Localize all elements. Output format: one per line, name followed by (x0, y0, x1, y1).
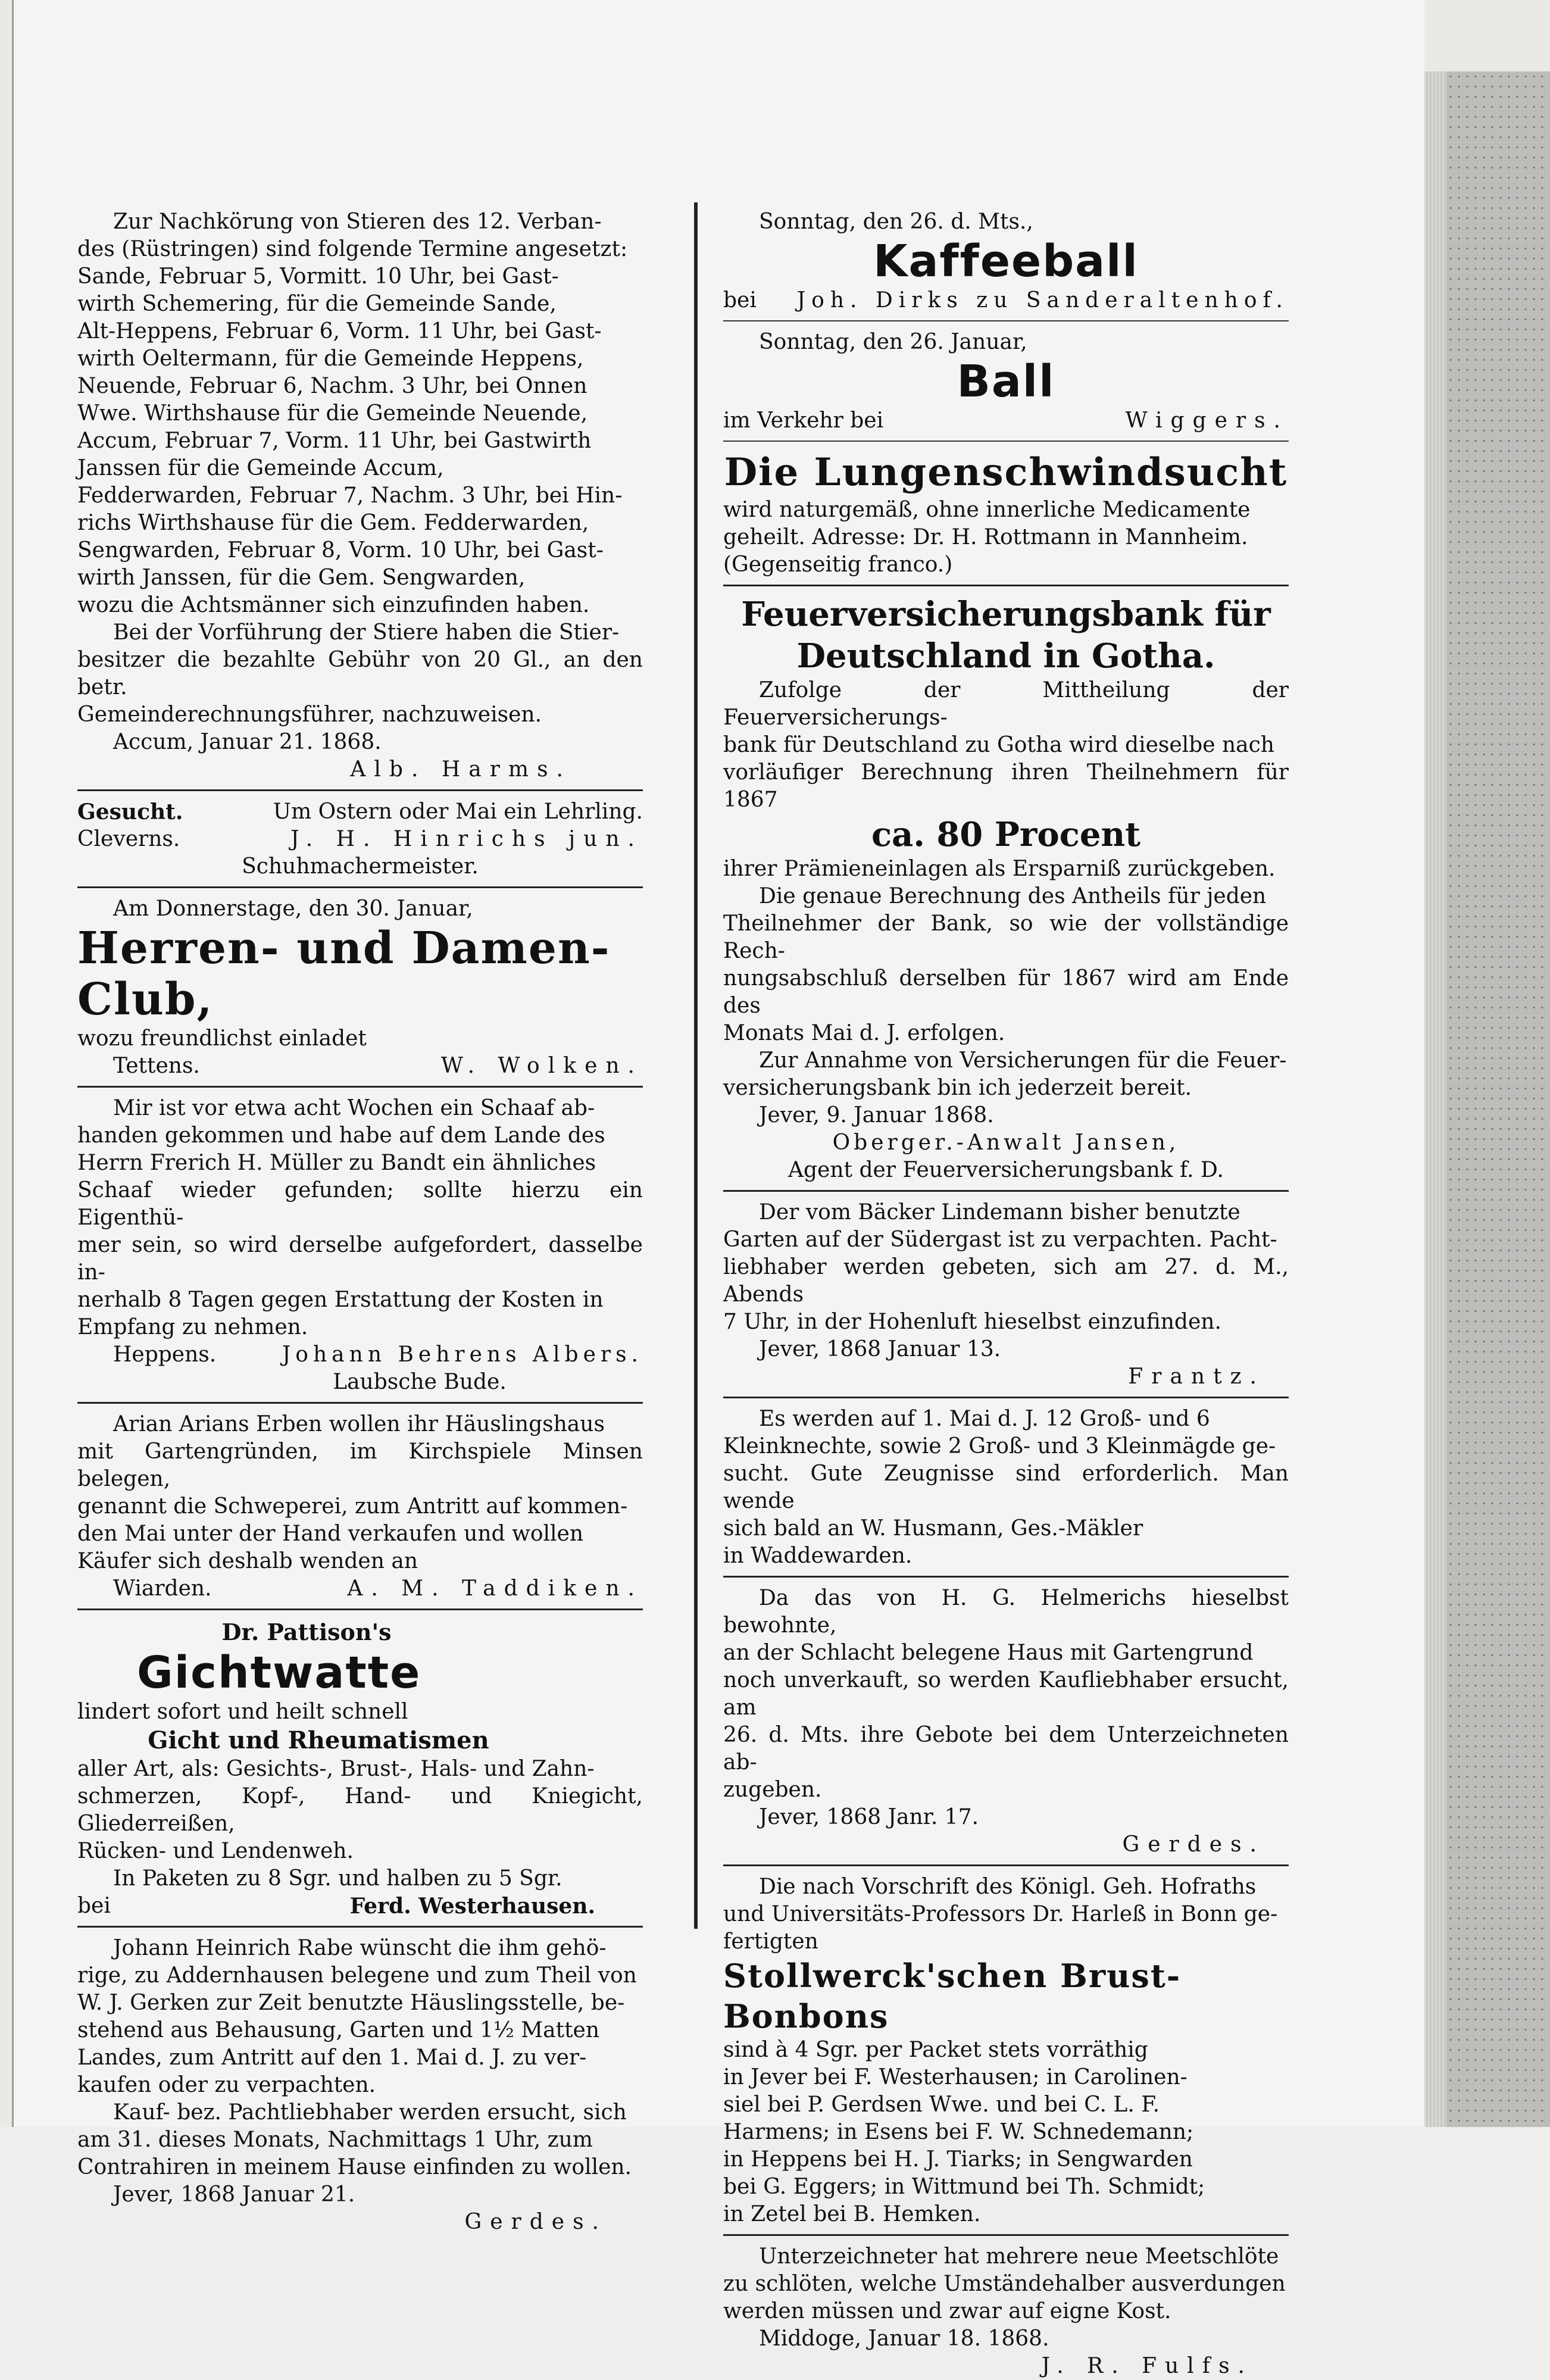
ad-feuer-body-1 (723, 677, 1289, 814)
text-line: am 31. dieses Monats, Nachmittags 1 Uhr, zum (77, 2128, 593, 2152)
text-line: Alt-Heppens, Februar 6, Vorm. 11 Uhr, bei Gast- (77, 319, 602, 343)
ad-schaaf (77, 1095, 643, 1396)
ad-gesucht-text: Um Ostern oder Mai ein Lehrling. (273, 799, 643, 824)
ad-club-intro: Am Donnerstage, den 30. Januar, (113, 897, 473, 921)
text-line: Wwe. Wirthshause für die Gemeinde Neuende, (77, 401, 588, 426)
text-line: Empfang zu nehmen. (77, 1315, 308, 1339)
text-line: Kauf- bez. Pachtliebhaber werden ersucht, sich (113, 2100, 627, 2125)
ad-lungenschwindsucht (723, 449, 1289, 579)
text-line: noch unverkauft, so werden Kaufliebhaber ersucht, am (723, 1668, 1289, 1720)
ad-kaffeeball-headline: Kaffeeball (873, 236, 1139, 287)
ad-schaaf-name: Johann Behrens Albers. (282, 1342, 643, 1367)
ad-ball (723, 329, 1289, 435)
text-line: Harmens; in Esens bei F. W. Schnedemann; (723, 2120, 1194, 2144)
text-line: zugeben. (723, 1778, 822, 1802)
ad-feuer-body-2 (723, 855, 1289, 1129)
ad-feuer-signer: Oberger.-Anwalt Jansen, (832, 1130, 1180, 1155)
text-line: nerhalb 8 Tagen gegen Erstattung der Kosten in (77, 1288, 604, 1312)
ad-gichtwatte-claim: lindert sofort und heilt schnell (77, 1700, 408, 1724)
ad-gichtwatte-headline: Gichtwatte (137, 1647, 421, 1698)
text-line: 26. d. Mts. ihre Gebote bei dem Unterzeichneten ab- (723, 1723, 1289, 1775)
text-line: Janssen für die Gemeinde Accum, (77, 456, 444, 480)
text-line: wird naturgemäß, ohne innerliche Medicamente (723, 498, 1251, 522)
text-line: bei G. Eggers; in Wittmund bei Th. Schmidt; (723, 2175, 1205, 2199)
text-line: sich bald an W. Husmann, Ges.-Mäkler (723, 1516, 1143, 1541)
text-line: versicherungsbank bin ich jederzeit bereit. (723, 1076, 1192, 1100)
ad-kaffeeball-bei: bei (723, 288, 757, 313)
ad-haus-signature: Gerdes. (1122, 1832, 1265, 1857)
ad-stollwerck-body-2 (723, 2037, 1289, 2228)
text-line: Gemeinderechnungsführer, nachzuweisen. (77, 702, 542, 727)
text-line: Neuende, Februar 6, Nachm. 3 Uhr, bei Onnen (77, 374, 588, 398)
ad-arian-place: Wiarden. (113, 1576, 212, 1601)
text-line: Middoge, Januar 18. 1868. (759, 2326, 1049, 2351)
text-line: wirth Janssen, für die Gem. Sengwarden, (77, 566, 526, 590)
book-cover-edge (1446, 71, 1550, 2127)
text-line: Sande, Februar 5, Vormitt. 10 Uhr, bei Gast- (77, 264, 559, 289)
text-line: werden müssen und zwar auf eigne Kost. (723, 2299, 1171, 2323)
text-line: handen gekommen und habe auf dem Lande des (77, 1123, 605, 1148)
text-line: liebhaber werden gebeten, sich am 27. d. M., Abends (723, 1255, 1289, 1307)
separator (77, 1086, 643, 1088)
text-line: wirth Schemering, für die Gemeinde Sande, (77, 292, 557, 316)
separator (77, 1608, 643, 1610)
text-line: zu schlöten, welche Umständehalber ausverdungen (723, 2272, 1286, 2296)
text-line: ihrer Prämieneinlagen als Ersparniß zurückgeben. (723, 857, 1276, 881)
ad-feuer-headline-1: Feuerversicherungsbank für (741, 595, 1271, 634)
text-line: (Gegenseitig franco.) (723, 552, 953, 577)
ad-ball-left: im Verkehr bei (723, 408, 884, 433)
ad-garten-signature: Frantz. (1128, 1364, 1265, 1389)
ad-stollwerck (723, 1873, 1289, 2228)
text-line: Sengwarden, Februar 8, Vorm. 10 Uhr, bei Gast- (77, 538, 604, 563)
separator (723, 1576, 1289, 1578)
text-line: genannt die Schweperei, zum Antritt auf kommen- (77, 1494, 628, 1519)
ad-arian-name: A. M. Taddiken. (347, 1576, 643, 1601)
ad-stiere-signature: Alb. Harms. (350, 757, 571, 782)
ad-gesucht (77, 798, 643, 880)
text-line: Der vom Bäcker Lindemann bisher benutzte (759, 1200, 1240, 1225)
separator (77, 886, 643, 888)
ad-garten (723, 1199, 1289, 1391)
ad-stollwerck-body-1 (723, 1873, 1289, 1956)
separator (77, 1926, 643, 1928)
ad-gichtwatte-price: In Paketen zu 8 Sgr. und halben zu 5 Sgr. (113, 1866, 562, 1891)
text-line: Herrn Frerich H. Müller zu Bandt ein ähnliches (77, 1151, 596, 1175)
ad-ball-date: Sonntag, den 26. Januar, (759, 330, 1027, 354)
text-line: Landes, zum Antritt auf den 1. Mai d. J. zu ver- (77, 2045, 587, 2070)
text-line: Kleinknechte, sowie 2 Groß- und 3 Kleinmägde ge- (723, 1434, 1276, 1458)
ad-feuerversicherung (723, 594, 1289, 1184)
text-line: sind à 4 Sgr. per Packet stets vorräthig (723, 2038, 1148, 2062)
text-line: mit Gartengründen, im Kirchspiele Minsen belegen, (77, 1439, 643, 1491)
ad-feuer-agent: Agent der Feuerversicherungsbank f. D. (788, 1158, 1224, 1182)
ad-schloete (723, 2243, 1289, 2380)
text-line: und Universitäts-Professors Dr. Harleß in Bonn ge- (723, 1902, 1278, 1926)
text-line: siel bei P. Gerdsen Wwe. und bei C. L. F. (723, 2092, 1160, 2117)
ad-schloete-signature: J. R. Fulfs. (1041, 2354, 1253, 2378)
text-line: aller Art, als: Gesichts-, Brust-, Hals- und Zahn- (77, 1757, 595, 1781)
separator (723, 2234, 1289, 2236)
ad-gesucht-label: Gesucht. (77, 799, 183, 824)
text-line: Jever, 1868 Janr. 17. (759, 1805, 979, 1829)
ad-rabe-body (77, 1935, 643, 2209)
text-line: richs Wirthshause für die Gem. Fedderwarden, (77, 511, 589, 535)
ad-kaffeeball (723, 208, 1289, 314)
text-line: Contrahiren in meinem Hause einfinden zu wollen. (77, 2155, 632, 2179)
text-line: Jever, 1868 Januar 13. (759, 1337, 1001, 1361)
text-line: bank für Deutschland zu Gotha wird dieselbe nach (723, 733, 1274, 757)
ad-club-invite: wozu freundlichst einladet (77, 1026, 367, 1051)
text-line: mer sein, so wird derselbe aufgefordert, dasselbe in- (77, 1233, 643, 1285)
ad-lunge-headline: Die Lungenschwindsucht (724, 450, 1288, 495)
ad-club-place: Tettens. (113, 1054, 200, 1078)
ad-haus-body (723, 1585, 1289, 1831)
text-line: Die genaue Berechnung des Antheils für jeden (759, 884, 1267, 908)
ad-club-headline: Herren- und Damen-Club, (77, 923, 611, 1025)
text-line: Zur Annahme von Versicherungen für die Feuer- (759, 1048, 1287, 1073)
text-line: Die nach Vorschrift des Königl. Geh. Hofraths (759, 1875, 1257, 1899)
left-column (77, 208, 643, 2236)
text-line: Accum, Januar 21. 1868. (113, 730, 382, 754)
text-line: stehend aus Behausung, Garten und 1½ Matten (77, 2018, 600, 2042)
text-line: Schaaf wieder gefunden; sollte hierzu ein Eigenthü- (77, 1178, 643, 1230)
separator (723, 441, 1289, 442)
text-line: Fedderwarden, Februar 7, Nachm. 3 Uhr, bei Hin- (77, 483, 623, 508)
text-line: W. J. Gerken zur Zeit benutzte Häuslingsstelle, be- (77, 1991, 625, 2015)
text-line: des (Rüstringen) sind folgende Termine angesetzt: (77, 237, 628, 261)
ad-kaffeeball-host: Joh. Dirks zu Sanderaltenhof. (796, 288, 1289, 313)
ad-stiere (77, 208, 643, 783)
text-line: Unterzeichneter hat mehrere neue Meetschlöte (759, 2244, 1279, 2269)
text-line: in Waddewarden. (723, 1544, 912, 1568)
text-line: rige, zu Addernhausen belegene und zum Theil von (77, 1963, 637, 1988)
text-line: 7 Uhr, in der Hohenluft hieselbst einzufinden. (723, 1310, 1221, 1334)
ad-gichtwatte-subhead: Gicht und Rheumatismen (148, 1726, 489, 1754)
text-line: Johann Heinrich Rabe wünscht die ihm gehö- (113, 1936, 607, 1960)
ad-club-name: W. Wolken. (440, 1054, 643, 1078)
ad-knechte (723, 1405, 1289, 1570)
ad-gichtwatte-seller: Ferd. Westerhausen. (349, 1894, 595, 1919)
text-line: besitzer die bezahlte Gebühr von 20 Gl., an den betr. (77, 648, 643, 699)
text-line: nungsabschluß derselben für 1867 wird am Ende des (723, 966, 1289, 1018)
text-line: wirth Oeltermann, für die Gemeinde Heppens, (77, 346, 584, 371)
ad-gichtwatte-brand: Dr. Pattison's (221, 1619, 392, 1645)
text-line: Zur Nachkörung von Stieren des 12. Verban- (113, 210, 602, 234)
text-line: Theilnehmer der Bank, so wie der vollständige Rech- (723, 911, 1289, 963)
text-line: Mir ist vor etwa acht Wochen ein Schaaf ab- (113, 1096, 595, 1120)
text-line: Da das von H. G. Helmerichs hieselbst bewohnte, (723, 1586, 1289, 1638)
ad-stiere-body (77, 208, 643, 756)
text-line: Accum, Februar 7, Vorm. 11 Uhr, bei Gastwirth (77, 429, 592, 453)
text-line: schmerzen, Kopf-, Hand- und Kniegicht, Gliederreißen, (77, 1784, 643, 1836)
ad-stollwerck-headline: Stollwerck'schen Brust-Bonbons (723, 1957, 1182, 2035)
text-line: in Jever bei F. Westerhausen; in Carolinen- (723, 2065, 1188, 2089)
text-line: in Zetel bei B. Hemken. (723, 2202, 981, 2226)
separator (77, 789, 643, 791)
ad-rabe-signature: Gerdes. (464, 2210, 607, 2234)
separator (723, 1864, 1289, 1866)
column-divider (694, 202, 698, 1929)
ad-gichtwatte-bei: bei (77, 1894, 111, 1918)
separator (77, 1402, 643, 1404)
text-line: Käufer sich deshalb wenden an (77, 1549, 418, 1573)
text-line: fertigten (723, 1929, 818, 1954)
text-line: den Mai unter der Hand verkaufen und wollen (77, 1522, 584, 1546)
ad-feuer-headline-2: Deutschland in Gotha. (796, 636, 1215, 676)
ad-gichtwatte (77, 1617, 643, 1920)
text-line: Jever, 1868 Januar 21. (113, 2182, 355, 2207)
text-line: an der Schlacht belegene Haus mit Gartengrund (723, 1641, 1254, 1665)
separator (723, 1190, 1289, 1192)
ad-gesucht-name: J. H. Hinrichs jun. (290, 827, 643, 851)
ad-arian-body (77, 1411, 643, 1575)
ad-garten-body (723, 1199, 1289, 1363)
ad-rabe (77, 1935, 643, 2236)
right-column (723, 208, 1289, 2380)
separator (723, 320, 1289, 321)
ad-kaffeeball-date: Sonntag, den 26. d. Mts., (759, 210, 1033, 234)
ad-gesucht-title: Schuhmachermeister. (242, 854, 479, 879)
ad-lunge-body (723, 496, 1289, 579)
separator (723, 1397, 1289, 1398)
ad-schloete-body (723, 2243, 1289, 2353)
text-line: Es werden auf 1. Mai d. J. 12 Groß- und 6 (759, 1407, 1210, 1431)
ad-schaaf-title: Laubsche Bude. (333, 1370, 507, 1394)
ad-gesucht-place: Cleverns. (77, 827, 180, 851)
text-line: wozu die Achtsmänner sich einzufinden haben. (77, 593, 590, 617)
text-line: kaufen oder zu verpachten. (77, 2073, 376, 2097)
ad-ball-host: Wiggers. (1125, 408, 1289, 433)
text-line: Monats Mai d. J. erfolgen. (723, 1021, 1005, 1045)
separator (723, 585, 1289, 586)
text-line: Garten auf der Südergast ist zu verpachten. Pacht- (723, 1228, 1277, 1252)
ad-ball-headline: Ball (957, 356, 1055, 407)
text-line: Zufolge der Mittheilung der Feuerversicherungs- (723, 678, 1289, 730)
text-line: Bei der Vorführung der Stiere haben die Stier- (113, 620, 620, 645)
text-line: Rücken- und Lendenweh. (77, 1839, 354, 1863)
text-line: Jever, 9. Januar 1868. (759, 1103, 994, 1127)
ad-schaaf-body (77, 1095, 643, 1341)
ad-feuer-percent: ca. 80 Procent (871, 815, 1141, 854)
text-line: Arian Arians Erben wollen ihr Häuslingshaus (113, 1412, 605, 1436)
ad-schaaf-place: Heppens. (113, 1342, 217, 1367)
ad-gichtwatte-body (77, 1756, 643, 1865)
text-line: geheilt. Adresse: Dr. H. Rottmann in Mannheim. (723, 525, 1248, 549)
ad-haus (723, 1585, 1289, 1859)
ad-arian (77, 1411, 643, 1603)
text-line: vorläufiger Berechnung ihren Theilnehmern für 1867 (723, 760, 1289, 812)
ad-knechte-body (723, 1405, 1289, 1570)
text-line: sucht. Gute Zeugnisse sind erforderlich. Man wende (723, 1461, 1289, 1513)
ad-club (77, 895, 643, 1080)
text-line: in Heppens bei H. J. Tiarks; in Sengwarden (723, 2147, 1193, 2172)
